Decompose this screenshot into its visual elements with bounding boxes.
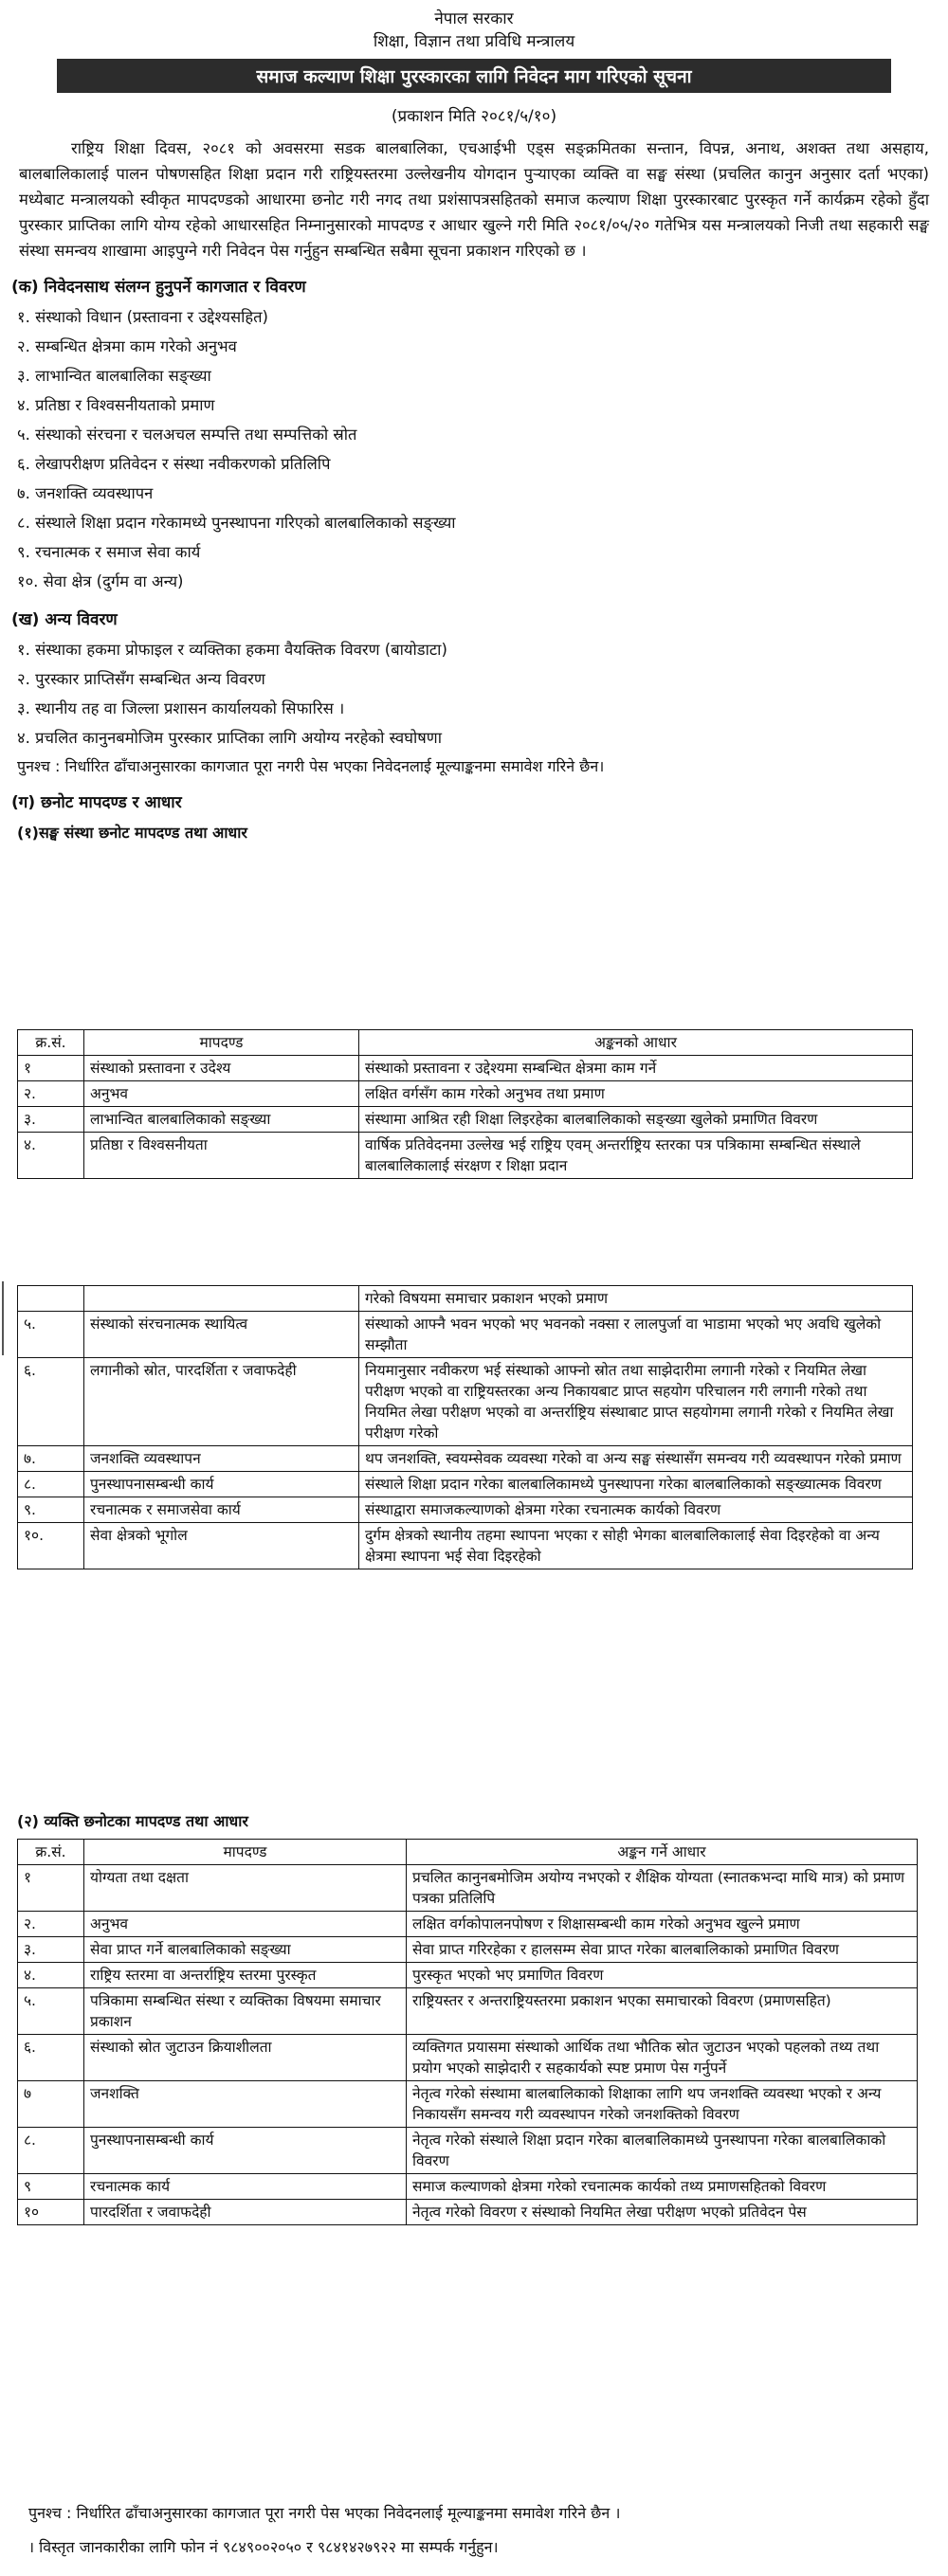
table-row — [18, 1963, 918, 1988]
table-cell: लाभान्वित बालबालिकाको सङ्ख्या — [84, 1107, 359, 1133]
table-row — [18, 1133, 913, 1179]
table-cell: १ — [18, 1056, 84, 1081]
list-item: ६. लेखापरीक्षण प्रतिवेदन र संस्था नवीकरणको प्रतिलिपि — [17, 455, 331, 473]
table-cell: प्रतिष्ठा र विश्वसनीयता — [84, 1133, 359, 1179]
list-item: २. सम्बन्धित क्षेत्रमा काम गरेको अनुभव — [17, 337, 237, 355]
table-cell: थप जनशक्ति, स्वयम्सेवक व्यवस्था गरेको वा अन्य सङ्घ संस्थासँग समन्वय गरी व्यवस्थापन गरेको प्रमाण — [359, 1446, 913, 1472]
table-header: अङ्कनको आधार — [359, 1030, 913, 1056]
table-cell: १० — [18, 2200, 84, 2225]
table-cell: २. — [18, 1912, 84, 1937]
table-cell: समाज कल्याणको क्षेत्रमा गरेको रचनात्मक कार्यको तथ्य प्रमाणसहितको विवरण — [407, 2174, 918, 2200]
table-cell: अनुभव — [84, 1912, 407, 1937]
table-cell: ३. — [18, 1937, 84, 1963]
table1-title: (१)सङ्घ संस्था छनोट मापदण्ड तथा आधार — [17, 824, 247, 842]
table-cell: सेवा क्षेत्रको भूगोल — [84, 1523, 359, 1569]
intro-paragraph: राष्ट्रिय शिक्षा दिवस, २०८१ को अवसरमा सडक बालबालिका, एचआईभी एड्स सङ्क्रमितका सन्तान, विपन्न, अनाथ, अशक्त तथा असहाय, बालबालिकालाई पालन पोषणसहित शिक्षा प्रदान गरी राष्ट्रियस्तरमा उल्लेखनीय योगदान पुऱ्याएका व्यक्ति वा सङ्घ संस्था (प्रचलित कानुन अनुसार दर्ता भएका) मध्येबाट मन्त्रालयको स्वीकृत मापदण्डको आधारमा छनोट गरी नगद तथा प्रशंसापत्रसहितको समाज कल्याण शिक्षा पुरस्कारबाट पुरस्कृत गर्ने कार्यक्रम रहेको हुँदा पुरस्कार प्राप्तिका लागि योग्य रहेको आधारसहित निम्नानुसारको मापदण्ड र आधार खुल्ने गरी मिति २०८१/०५/२० गतेभित्र यस मन्त्रालयको निजी तथा सहकारी सङ्घ संस्था समन्वय शाखामा आइपुग्ने गरी निवेदन पेस गर्नुहुन सम्बन्धित सबैमा सूचना प्रकाशन गरिएको छ । — [19, 139, 929, 260]
table-cell: २. — [18, 1081, 84, 1107]
table-row — [18, 1497, 913, 1523]
section-c-heading: (ग) छनोट मापदण्ड र आधार — [11, 793, 182, 812]
table-row — [18, 1472, 913, 1497]
table-row — [18, 1081, 913, 1107]
table-cell: संस्थाद्वारा समाजकल्याणको क्षेत्रमा गरेका रचनात्मक कार्यको विवरण — [359, 1497, 913, 1523]
org-criteria-table-continued — [17, 1285, 913, 1569]
list-item: १०. सेवा क्षेत्र (दुर्गम वा अन्य) — [17, 572, 184, 590]
list-item: ७. जनशक्ति व्यवस्थापन — [17, 484, 154, 502]
table-row — [18, 1107, 913, 1133]
table-cell: ७ — [18, 2081, 84, 2128]
table-cell: सेवा प्राप्त गर्ने बालबालिकाको सङ्ख्या — [84, 1937, 407, 1963]
table-cell: ५. — [18, 1988, 84, 2035]
table-cell: ३. — [18, 1107, 84, 1133]
table-row — [18, 2035, 918, 2081]
table-cell: संस्थाले शिक्षा प्रदान गरेका बालबालिकामध्ये पुनस्थापना गरेका बालबालिकाको सङ्ख्यात्मक विवरण — [359, 1472, 913, 1497]
table-cell: प्रचलित कानुनबमोजिम अयोग्य नभएको र शैक्षिक योग्यता (स्नातकभन्दा माथि मात्र) को प्रमाण पत्रका प्रतिलिपि — [407, 1865, 918, 1912]
table-cell: ४. — [18, 1133, 84, 1179]
table-cell: संस्थाको स्रोत जुटाउन क्रियाशीलता — [84, 2035, 407, 2081]
table-cell: ६. — [18, 2035, 84, 2081]
table-row — [18, 1988, 918, 2035]
table-cell: पारदर्शिता र जवाफदेही — [84, 2200, 407, 2225]
notice-title: समाज कल्याण शिक्षा पुरस्कारका लागि निवेदन माग गरिएको सूचना — [57, 59, 891, 93]
org-criteria-table — [17, 1029, 913, 1179]
table-cell: ४. — [18, 1963, 84, 1988]
table-cell: दुर्गम क्षेत्रको स्थानीय तहमा स्थापना भएका र सोही भेगका बालबालिकालाई सेवा दिइरहेको वा अन्य क्षेत्रमा स्थापना भई सेवा दिइरहेको — [359, 1523, 913, 1569]
section-b-note: पुनश्च : निर्धारित ढाँचाअनुसारका कागजात पूरा नगरी पेस भएका निवेदनलाई मूल्याङ्कनमा समावेश गरिने छैन। — [17, 757, 605, 775]
list-item: ९. रचनात्मक र समाज सेवा कार्य — [17, 543, 201, 561]
contact-line: । विस्तृत जानकारीका लागि फोन नं ९८४९००२०५० र ९८४१४२७९२२ मा सम्पर्क गर्नुहुन। — [28, 2538, 499, 2556]
list-item: २. पुरस्कार प्राप्तिसँग सम्बन्धित अन्य विवरण — [17, 670, 265, 688]
table-cell: राष्ट्रिय स्तरमा वा अन्तर्राष्ट्रिय स्तरमा पुरस्कृत — [84, 1963, 407, 1988]
list-item: ३. स्थानीय तह वा जिल्ला प्रशासन कार्यालयको सिफारिस । — [17, 699, 345, 717]
section-a-heading: (क) निवेदनसाथ संलग्न हुनुपर्ने कागजात र विवरण — [11, 278, 306, 297]
table-cell: नेतृत्व गरेको संस्थाले शिक्षा प्रदान गरेका बालबालिकामध्ये पुनस्थापना गरेका बालबालिकाको विवरण — [407, 2128, 918, 2174]
table-header: क्र.सं. — [18, 1840, 84, 1865]
table-cell: रचनात्मक र समाजसेवा कार्य — [84, 1497, 359, 1523]
gov-name: नेपाल सरकार — [434, 9, 514, 28]
list-item: १. संस्थाको विधान (प्रस्तावना र उद्देश्यसहित) — [17, 308, 268, 326]
table-cell: १ — [18, 1865, 84, 1912]
table-cell: संस्थामा आश्रित रही शिक्षा लिइरहेका बालबालिकाको सङ्ख्या खुलेको प्रमाणित विवरण — [359, 1107, 913, 1133]
table-row — [18, 1523, 913, 1569]
section-b-list — [0, 635, 948, 753]
table-header: अङ्कन गर्ने आधार — [407, 1840, 918, 1865]
table-cell: जनशक्ति — [84, 2081, 407, 2128]
table-cell: लक्षित वर्गकोपालनपोषण र शिक्षासम्बन्धी काम गरेको अनुभव खुल्ने प्रमाण — [407, 1912, 918, 1937]
table-cell: नियमानुसार नवीकरण भई संस्थाको आफ्नो स्रोत तथा साझेदारीमा लगानी गरेको र नियमित लेखा परीक्षण भएको वा राष्ट्रियस्तरका अन्य निकायबाट प्राप्त सहयोग परिचालन गरी लगानी गरेको तथा नियमित लेखा परीक्षण भएको वा अन्तर्राष्ट्रिय संस्थाबाट प्राप्त सहयोगमा लगानी गरेको र नियमित लेखा परीक्षण गरेको — [359, 1358, 913, 1446]
section-b-heading: (ख) अन्य विवरण — [11, 610, 118, 629]
table-cell: जनशक्ति व्यवस्थापन — [84, 1446, 359, 1472]
list-item: ३. लाभान्वित बालबालिका सङ्ख्या — [17, 367, 211, 385]
publication-date: (प्रकाशन मिति २०८१/५/१०) — [391, 107, 557, 126]
table-cell: नेतृत्व गरेको विवरण र संस्थाको नियमित लेखा परीक्षण भएको प्रतिवेदन पेस — [407, 2200, 918, 2225]
ministry-name: शिक्षा, विज्ञान तथा प्रविधि मन्त्रालय — [373, 32, 575, 51]
table3-title: (२) व्यक्ति छनोटका मापदण्ड तथा आधार — [17, 1812, 248, 1830]
table-cell: पुनस्थापनासम्बन्धी कार्य — [84, 1472, 359, 1497]
table-cell — [18, 1286, 84, 1312]
table-row — [18, 2081, 918, 2128]
table-cell: ९ — [18, 2174, 84, 2200]
list-item: १. संस्थाका हकमा प्रोफाइल र व्यक्तिका हकमा वैयक्तिक विवरण (बायोडाटा) — [17, 641, 447, 659]
table-header: क्र.सं. — [18, 1030, 84, 1056]
table-row — [18, 2174, 918, 2200]
table-row — [18, 1446, 913, 1472]
table-cell: पत्रिकामा सम्बन्धित संस्था र व्यक्तिका विषयमा समाचार प्रकाशन — [84, 1988, 407, 2035]
table-row — [18, 1865, 918, 1912]
table-cell: पुनस्थापनासम्बन्धी कार्य — [84, 2128, 407, 2174]
table-cell: संस्थाको संरचनात्मक स्थायित्व — [84, 1312, 359, 1358]
footer-note: पुनश्च : निर्धारित ढाँचाअनुसारका कागजात पूरा नगरी पेस भएका निवेदनलाई मूल्याङ्कनमा समावेश गरिने छैन । — [28, 2504, 621, 2522]
table-cell: वार्षिक प्रतिवेदनमा उल्लेख भई राष्ट्रिय एवम् अन्तर्राष्ट्रिय स्तरका पत्र पत्रिकामा सम्बन्धित संस्थाले बालबालिकालाई संरक्षण र शिक्षा प्रदान — [359, 1133, 913, 1179]
table-row — [18, 1056, 913, 1081]
table-cell: व्यक्तिगत प्रयासमा संस्थाको आर्थिक तथा भौतिक स्रोत जुटाउन भएको पहलको तथ्य तथा प्रयोग भएको साझेदारी र सहकार्यको स्पष्ट प्रमाण पेस गर्नुपर्ने — [407, 2035, 918, 2081]
table-cell: संस्थाको प्रस्तावना र उदेश्य — [84, 1056, 359, 1081]
table-row — [18, 1312, 913, 1358]
table-cell: ९. — [18, 1497, 84, 1523]
table-cell: ८. — [18, 1472, 84, 1497]
table-header: मापदण्ड — [84, 1840, 407, 1865]
table-cell — [84, 1286, 359, 1312]
table-header: मापदण्ड — [84, 1030, 359, 1056]
list-item: ५. संस्थाको संरचना र चलअचल सम्पत्ति तथा सम्पत्तिको स्रोत — [17, 426, 357, 444]
table-cell: गरेको विषयमा समाचार प्रकाशन भएको प्रमाण — [359, 1286, 913, 1312]
table-cell: लक्षित वर्गसँग काम गरेको अनुभव तथा प्रमाण — [359, 1081, 913, 1107]
table-row — [18, 1937, 918, 1963]
table-cell: १०. — [18, 1523, 84, 1569]
table-cell: ७. — [18, 1446, 84, 1472]
table-cell: नेतृत्व गरेको संस्थामा बालबालिकाको शिक्षाका लागि थप जनशक्ति व्यवस्था भएको र अन्य निकायसँग समन्वय गरी व्यवस्थापन गरेको जनशक्तिको विवरण — [407, 2081, 918, 2128]
table-row — [18, 2200, 918, 2225]
table-cell: ८. — [18, 2128, 84, 2174]
table-cell: राष्ट्रियस्तर र अन्तराष्ट्रियस्तरमा प्रकाशन भएका समाचारको विवरण (प्रमाणसहित) — [407, 1988, 918, 2035]
individual-criteria-table — [17, 1839, 918, 2225]
table-cell: रचनात्मक कार्य — [84, 2174, 407, 2200]
table-cell: संस्थाको प्रस्तावना र उद्देश्यमा सम्बन्धित क्षेत्रमा काम गर्ने — [359, 1056, 913, 1081]
section-a-list — [0, 302, 948, 596]
table-row — [18, 1358, 913, 1446]
table-row — [18, 1912, 918, 1937]
table-cell: अनुभव — [84, 1081, 359, 1107]
table-row — [18, 2128, 918, 2174]
table-cell: लगानीको स्रोत, पारदर्शिता र जवाफदेही — [84, 1358, 359, 1446]
table-cell: ५. — [18, 1312, 84, 1358]
table-cell: ६. — [18, 1358, 84, 1446]
table-cell: सेवा प्राप्त गरिरहेका र हालसम्म सेवा प्राप्त गरेका बालबालिकाको प्रमाणित विवरण — [407, 1937, 918, 1963]
table-cell: संस्थाको आफ्नै भवन भएको भए भवनको नक्सा र लालपुर्जा वा भाडामा भएको भए अवधि खुलेको सम्झौता — [359, 1312, 913, 1358]
list-item: ४. प्रचलित कानुनबमोजिम पुरस्कार प्राप्तिका लागि अयोग्य नरहेको स्वघोषणा — [17, 729, 442, 747]
list-item: ४. प्रतिष्ठा र विश्वसनीयताको प्रमाण — [17, 396, 215, 414]
list-item: ८. संस्थाले शिक्षा प्रदान गरेकामध्ये पुनस्थापना गरिएको बालबालिकाको सङ्ख्या — [17, 514, 456, 532]
table-cell: पुरस्कृत भएको भए प्रमाणित विवरण — [407, 1963, 918, 1988]
table-cell: योग्यता तथा दक्षता — [84, 1865, 407, 1912]
table-row — [18, 1286, 913, 1312]
